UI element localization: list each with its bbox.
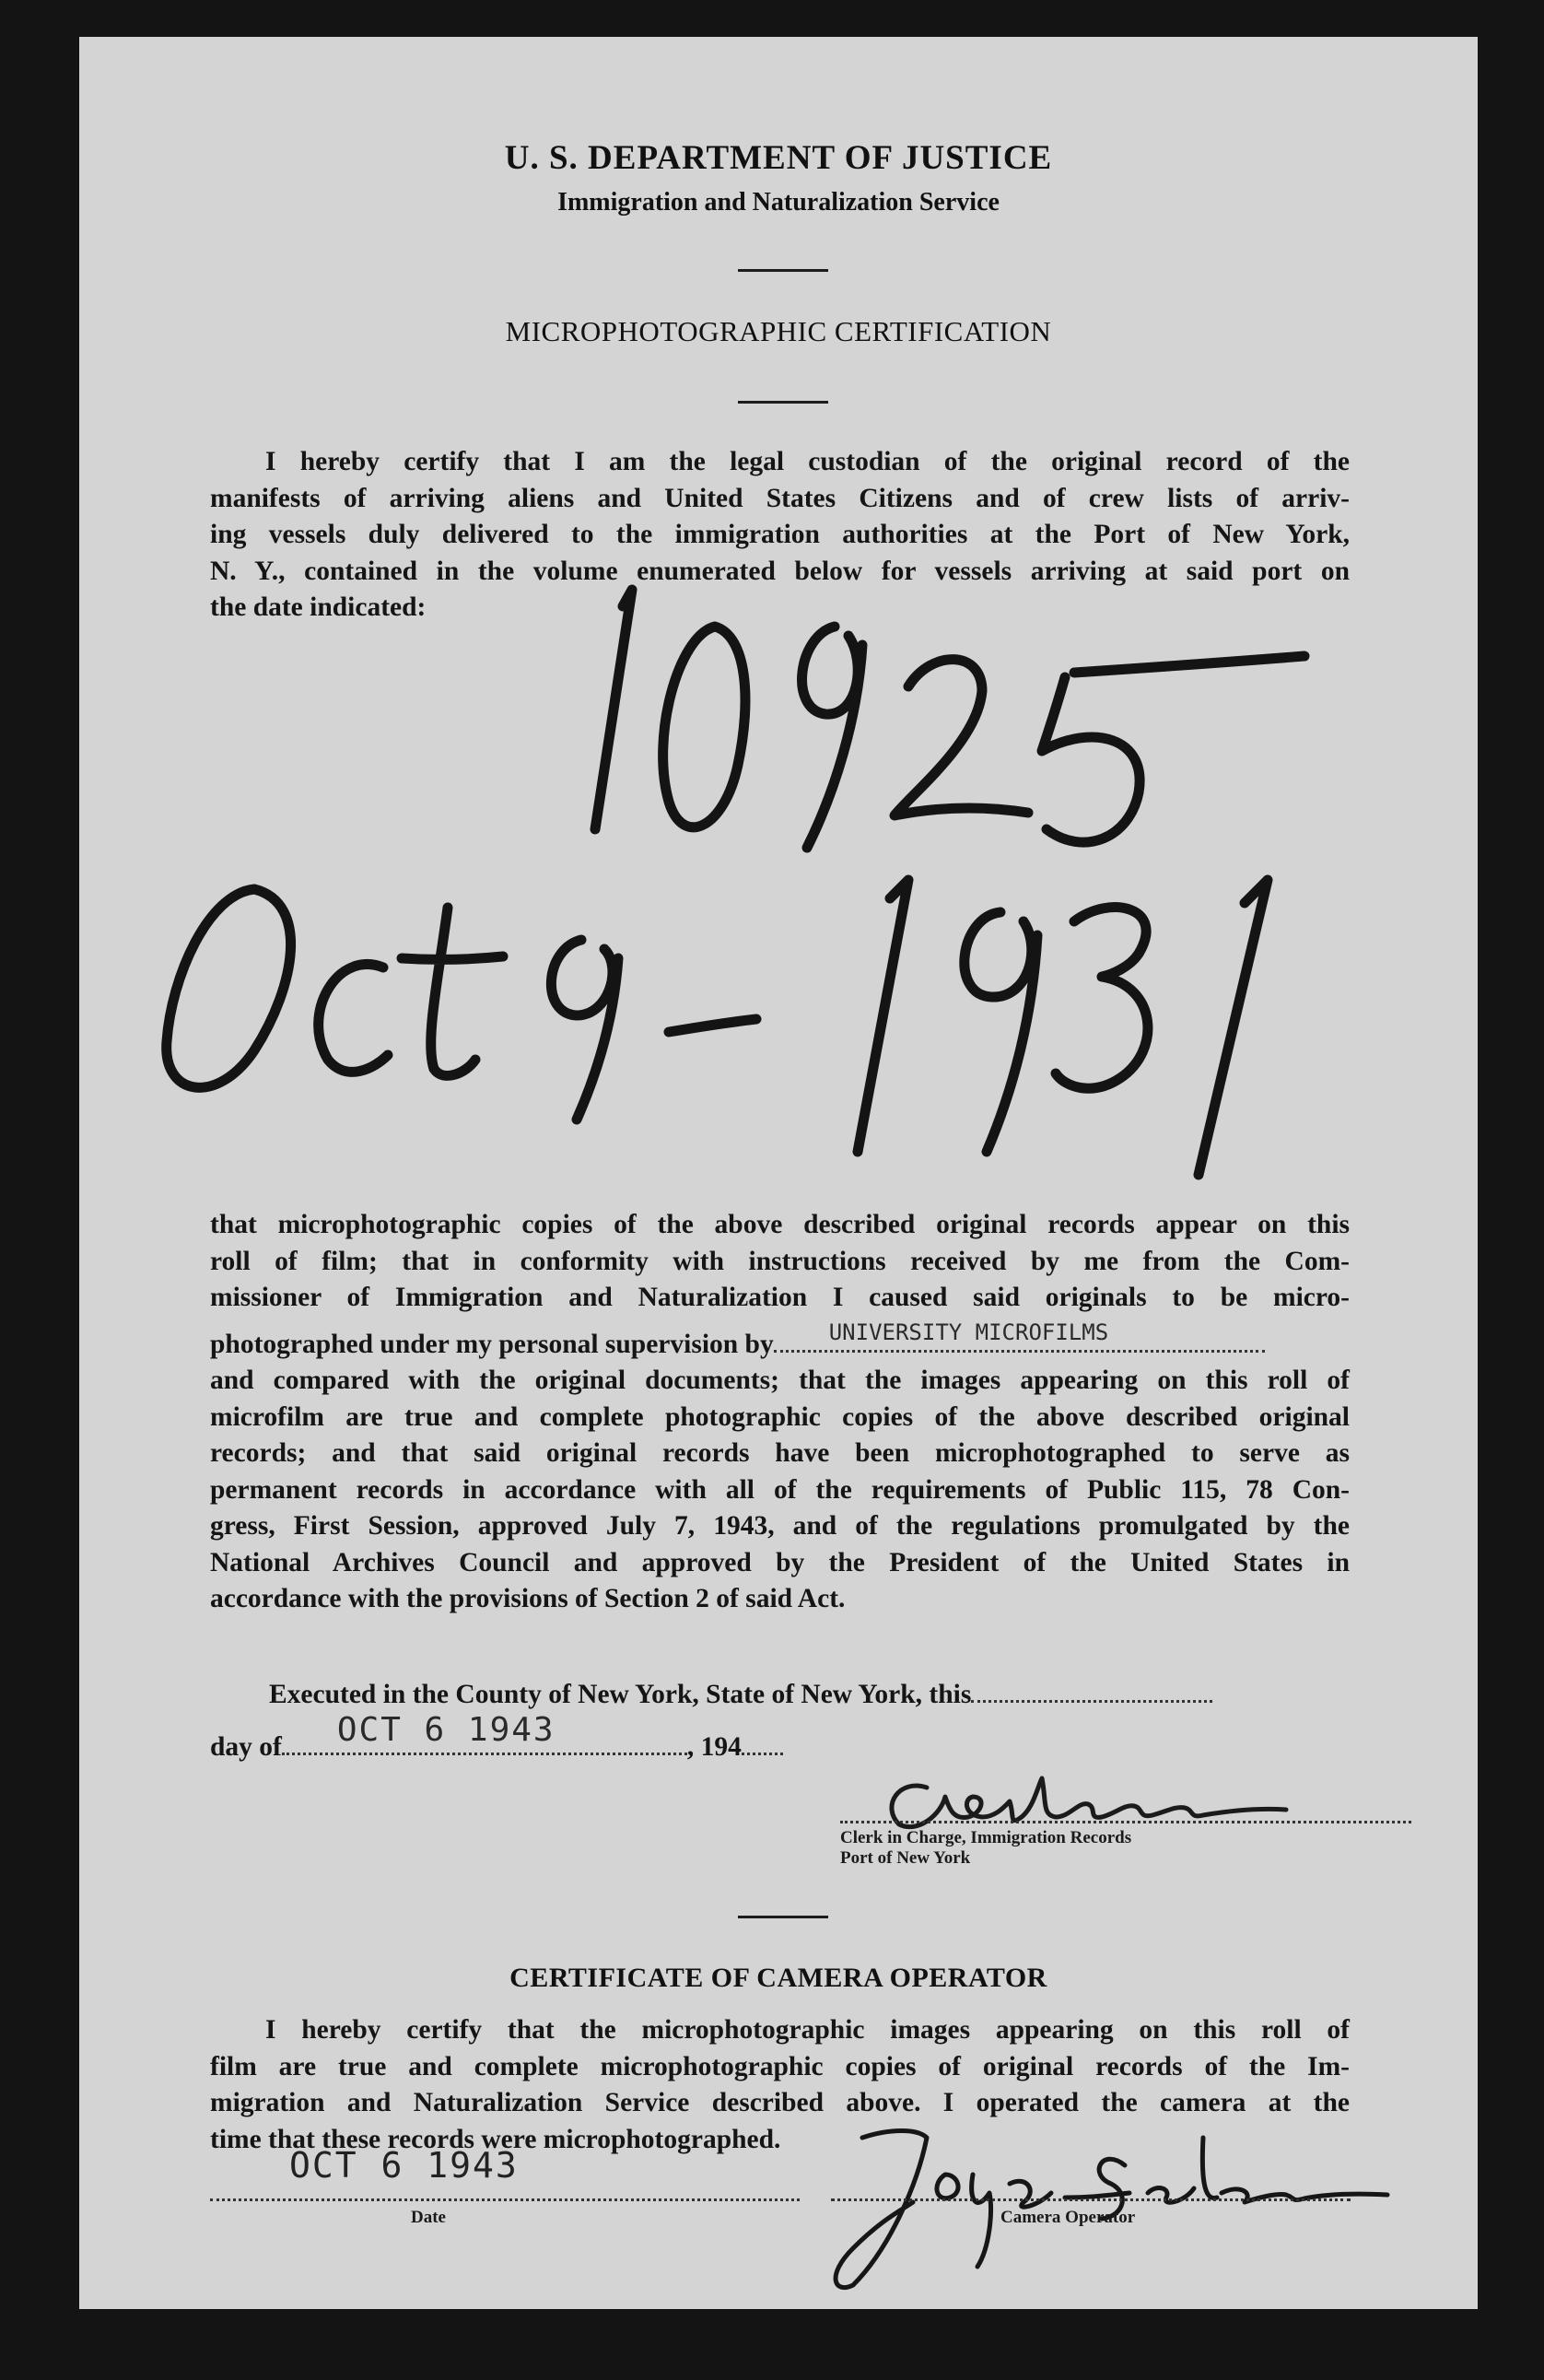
text-line: N. Y., contained in the volume enumerated below for vessels arriving at said port on <box>210 556 1350 586</box>
handwritten-record-date <box>79 37 1478 1198</box>
supervision-line <box>210 1319 1350 1364</box>
text-line: roll of film; that in conformity with instructions received by me from the Com- <box>210 1246 1350 1276</box>
text-line: film are true and complete microphotographic copies of original records of the Im- <box>210 2051 1350 2081</box>
operator-line <box>831 2198 1351 2201</box>
text-line: microfilm are true and complete photographic copies of the above described original <box>210 1401 1350 1432</box>
text-line: accordance with the provisions of Section 2 of said Act. <box>210 1584 846 1613</box>
certification-title: MICROPHOTOGRAPHIC CERTIFICATION <box>505 315 1052 347</box>
year-field <box>742 1753 783 1755</box>
camera-certificate-title: CERTIFICATE OF CAMERA OPERATOR <box>509 1963 1047 1993</box>
text-line: migration and Naturalization Service described above. I operated the camera at the <box>210 2088 1350 2117</box>
date-line <box>210 2198 800 2201</box>
text-line: the date indicated: <box>210 592 427 622</box>
agency-subtitle: Immigration and Naturalization Service <box>557 188 1000 217</box>
text-line: National Archives Council and approved by the President of the United States in <box>210 1547 1350 1577</box>
clerk-port: Port of New York <box>840 1848 971 1868</box>
text-line: missioner of Immigration and Naturalization I caused said originals to be micro- <box>210 1283 1350 1312</box>
executed-text: Executed in the County of New York, State of New York, this <box>269 1680 972 1709</box>
clerk-caption <box>840 1828 1131 1869</box>
year-prefix: , 194 <box>686 1732 742 1762</box>
camera-operator-signature <box>761 2110 1424 2294</box>
department-title: U. S. DEPARTMENT OF JUSTICE <box>504 139 1053 177</box>
text-line: I hereby certify that the microphotographic images appearing on this roll of <box>265 2015 1350 2045</box>
operator-label: Camera Operator <box>1000 2208 1136 2227</box>
supervision-prefix: photographed under my personal supervision by <box>210 1329 774 1359</box>
day-of-line <box>210 1711 929 1766</box>
day-of-label: day of <box>210 1732 282 1762</box>
text-line: permanent records in accordance with all of the requirements of Public 115, 78 Con- <box>210 1474 1350 1505</box>
supervisor-typed: UNIVERSITY MICROFILMS <box>828 1319 1109 1345</box>
body-paragraph <box>210 1207 1350 1618</box>
date-label: Date <box>411 2208 446 2227</box>
text-line: manifests of arriving aliens and United States Citizens and of crew lists of arriv- <box>210 483 1350 513</box>
camera-date-stamp: OCT 6 1943 <box>289 2145 519 2186</box>
clerk-title: Clerk in Charge, Immigration Records <box>840 1828 1132 1847</box>
text-line: gress, First Session, approved July 7, 1943, and of the regulations promulgated by the <box>210 1511 1350 1541</box>
supervisor-field <box>774 1319 1265 1353</box>
executed-line <box>269 1677 1350 1714</box>
text-line: ing vessels duly delivered to the immigration authorities at the Port of New York, <box>210 520 1350 549</box>
text-line: that microphotographic copies of the above described original records appear on this <box>210 1210 1350 1239</box>
text-line: records; and that said original records have been microphotographed to serve as <box>210 1438 1350 1468</box>
day-of-stamp: OCT 6 1943 <box>336 1711 556 1749</box>
clerk-signature-line <box>840 1821 1411 1823</box>
text-line: time that these records were microphotographed. <box>210 2124 781 2154</box>
day-of-field <box>282 1711 687 1755</box>
certificate-sheet <box>79 37 1478 2309</box>
text-line: I hereby certify that I am the legal custodian of the original record of the <box>265 447 1350 476</box>
text-line: and compared with the original documents; that the images appearing on this roll of <box>210 1366 1350 1395</box>
executed-day-field <box>971 1700 1212 1703</box>
divider <box>738 1916 828 1918</box>
